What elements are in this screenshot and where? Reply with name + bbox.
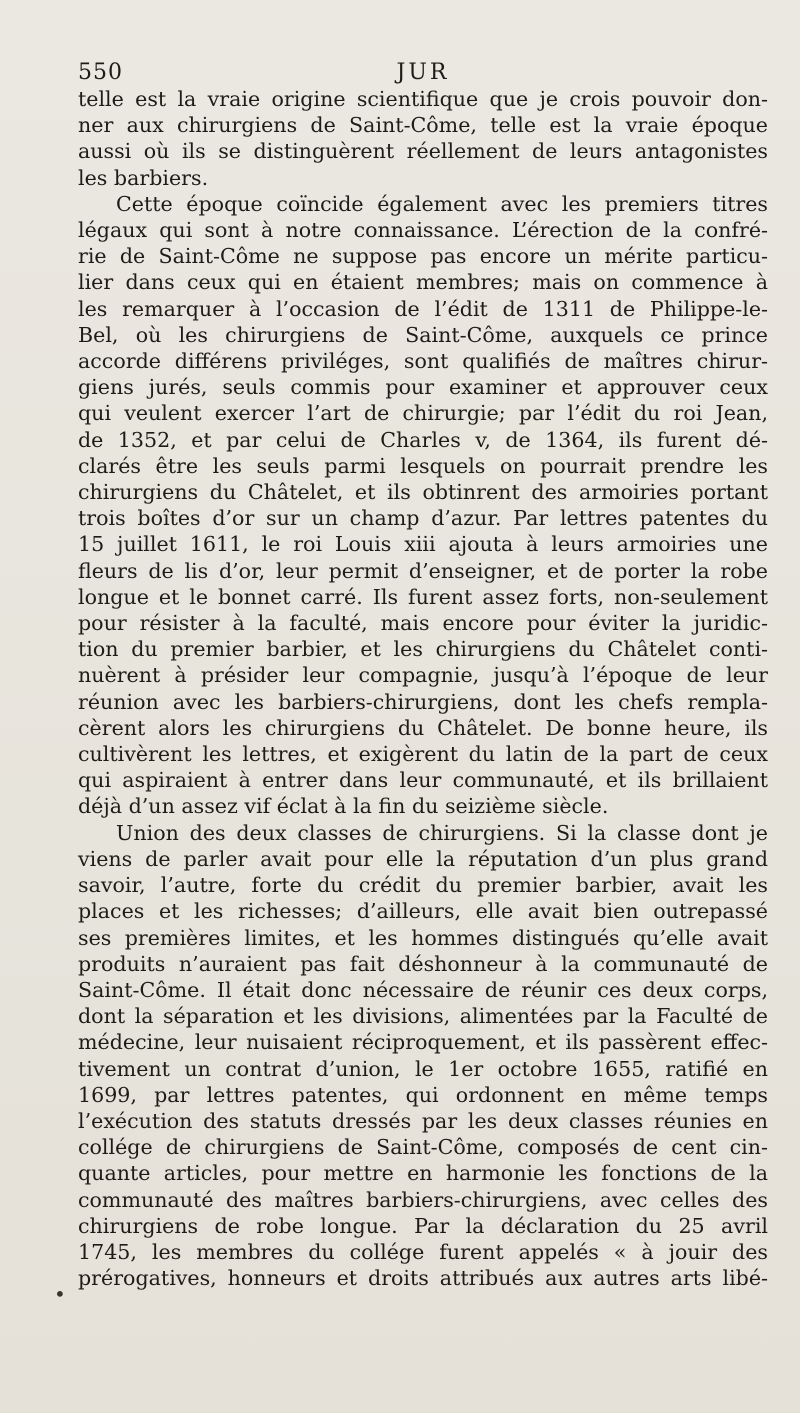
- text-line: cultivèrent les lettres, et exigèrent du latin de la part de ceux: [78, 742, 768, 767]
- text-line: nuèrent à présider leur compagnie, jusqu’à l’époque de leur: [78, 663, 768, 688]
- text-line: Cette époque coïncide également avec les premiers titres: [116, 191, 768, 216]
- text-line: quante articles, pour mettre en harmonie les fonctions de la: [78, 1161, 768, 1186]
- text-line: fleurs de lis d’or, leur permit d’enseigner, et de porter la robe: [78, 558, 768, 583]
- text-line: qui aspiraient à entrer dans leur communauté, et ils brillaient: [78, 768, 768, 793]
- running-title: JUR: [396, 60, 450, 85]
- text-line: savoir, l’autre, forte du crédit du premier barbier, avait les: [78, 873, 768, 898]
- text-line: Union des deux classes de chirurgiens. Si la classe dont je: [116, 820, 768, 845]
- text-line: légaux qui sont à notre connaissance. L’érection de la confré-: [78, 218, 768, 243]
- text-line: déjà d’un assez vif éclat à la fin du seizième siècle.: [78, 794, 609, 819]
- text-line: les remarquer à l’occasion de l’édit de 1311 de Philippe-le-: [78, 296, 768, 321]
- text-line: chirurgiens de robe longue. Par la déclaration du 25 avril: [78, 1213, 768, 1238]
- text-line: collége de chirurgiens de Saint-Côme, composés de cent cin-: [78, 1135, 768, 1160]
- text-line: longue et le bonnet carré. Ils furent assez forts, non-seulement: [78, 584, 768, 609]
- text-line: giens jurés, seuls commis pour examiner et approuver ceux: [78, 375, 768, 400]
- text-line: accorde différens priviléges, sont qualifiés de maîtres chirur-: [78, 349, 768, 374]
- text-line: réunion avec les barbiers-chirurgiens, dont les chefs rempla-: [78, 689, 768, 714]
- text-line: 1699, par lettres patentes, qui ordonnent en même temps: [78, 1082, 768, 1107]
- text-line: rie de Saint-Côme ne suppose pas encore un mérite particu-: [78, 244, 768, 269]
- text-line: médecine, leur nuisaient réciproquement, et ils passèrent effec-: [78, 1030, 768, 1055]
- text-line: 1745, les membres du collége furent appelés « à jouir des: [78, 1239, 768, 1264]
- text-line: produits n’auraient pas fait déshonneur à la communauté de: [78, 951, 768, 976]
- page-header: [78, 52, 768, 88]
- text-line: telle est la vraie origine scientifique que je crois pouvoir don-: [78, 87, 768, 111]
- text-line: trois boîtes d’or sur un champ d’azur. Par lettres patentes du: [78, 506, 768, 531]
- margin-mark: •: [54, 1282, 66, 1306]
- page-number: 550: [78, 60, 123, 85]
- text-line: de 1352, et par celui de Charles v, de 1364, ils furent dé-: [78, 427, 768, 452]
- text-line: pour résister à la faculté, mais encore pour éviter la juridic-: [78, 611, 768, 636]
- text-line: les barbiers.: [78, 165, 209, 190]
- text-line: l’exécution des statuts dressés par les deux classes réunies en: [78, 1108, 768, 1133]
- text-line: dont la séparation et les divisions, alimentées par la Faculté de: [78, 1004, 768, 1029]
- text-line: Saint-Côme. Il était donc nécessaire de réunir ces deux corps,: [78, 977, 768, 1002]
- text-line: communauté des maîtres barbiers-chirurgiens, avec celles des: [78, 1187, 768, 1212]
- body-text: [78, 86, 768, 1291]
- text-line: tivement un contrat d’union, le 1er octobre 1655, ratifié en: [78, 1056, 768, 1081]
- text-line: tion du premier barbier, et les chirurgiens du Châtelet conti-: [78, 637, 768, 662]
- text-line: qui veulent exercer l’art de chirurgie; par l’édit du roi Jean,: [78, 401, 768, 426]
- text-line: aussi où ils se distinguèrent réellement de leurs antagonistes: [78, 139, 768, 164]
- text-line: ner aux chirurgiens de Saint-Côme, telle est la vraie époque: [78, 113, 768, 138]
- text-line: Bel, où les chirurgiens de Saint-Côme, auxquels ce prince: [78, 322, 768, 347]
- text-line: prérogatives, honneurs et droits attribués aux autres arts libé-: [78, 1266, 768, 1291]
- text-line: lier dans ceux qui en étaient membres; mais on commence à: [78, 270, 768, 295]
- text-line: 15 juillet 1611, le roi Louis xiii ajouta à leurs armoiries une: [78, 532, 768, 557]
- text-line: chirurgiens du Châtelet, et ils obtinrent des armoiries portant: [78, 480, 768, 505]
- text-line: viens de parler avait pour elle la réputation d’un plus grand: [78, 846, 768, 871]
- text-line: places et les richesses; d’ailleurs, elle avait bien outrepassé: [78, 899, 768, 924]
- text-line: ses premières limites, et les hommes distingués qu’elle avait: [78, 925, 768, 950]
- text-line: clarés être les seuls parmi lesquels on pourrait prendre les: [78, 453, 768, 478]
- text-line: cèrent alors les chirurgiens du Châtelet. De bonne heure, ils: [78, 715, 768, 740]
